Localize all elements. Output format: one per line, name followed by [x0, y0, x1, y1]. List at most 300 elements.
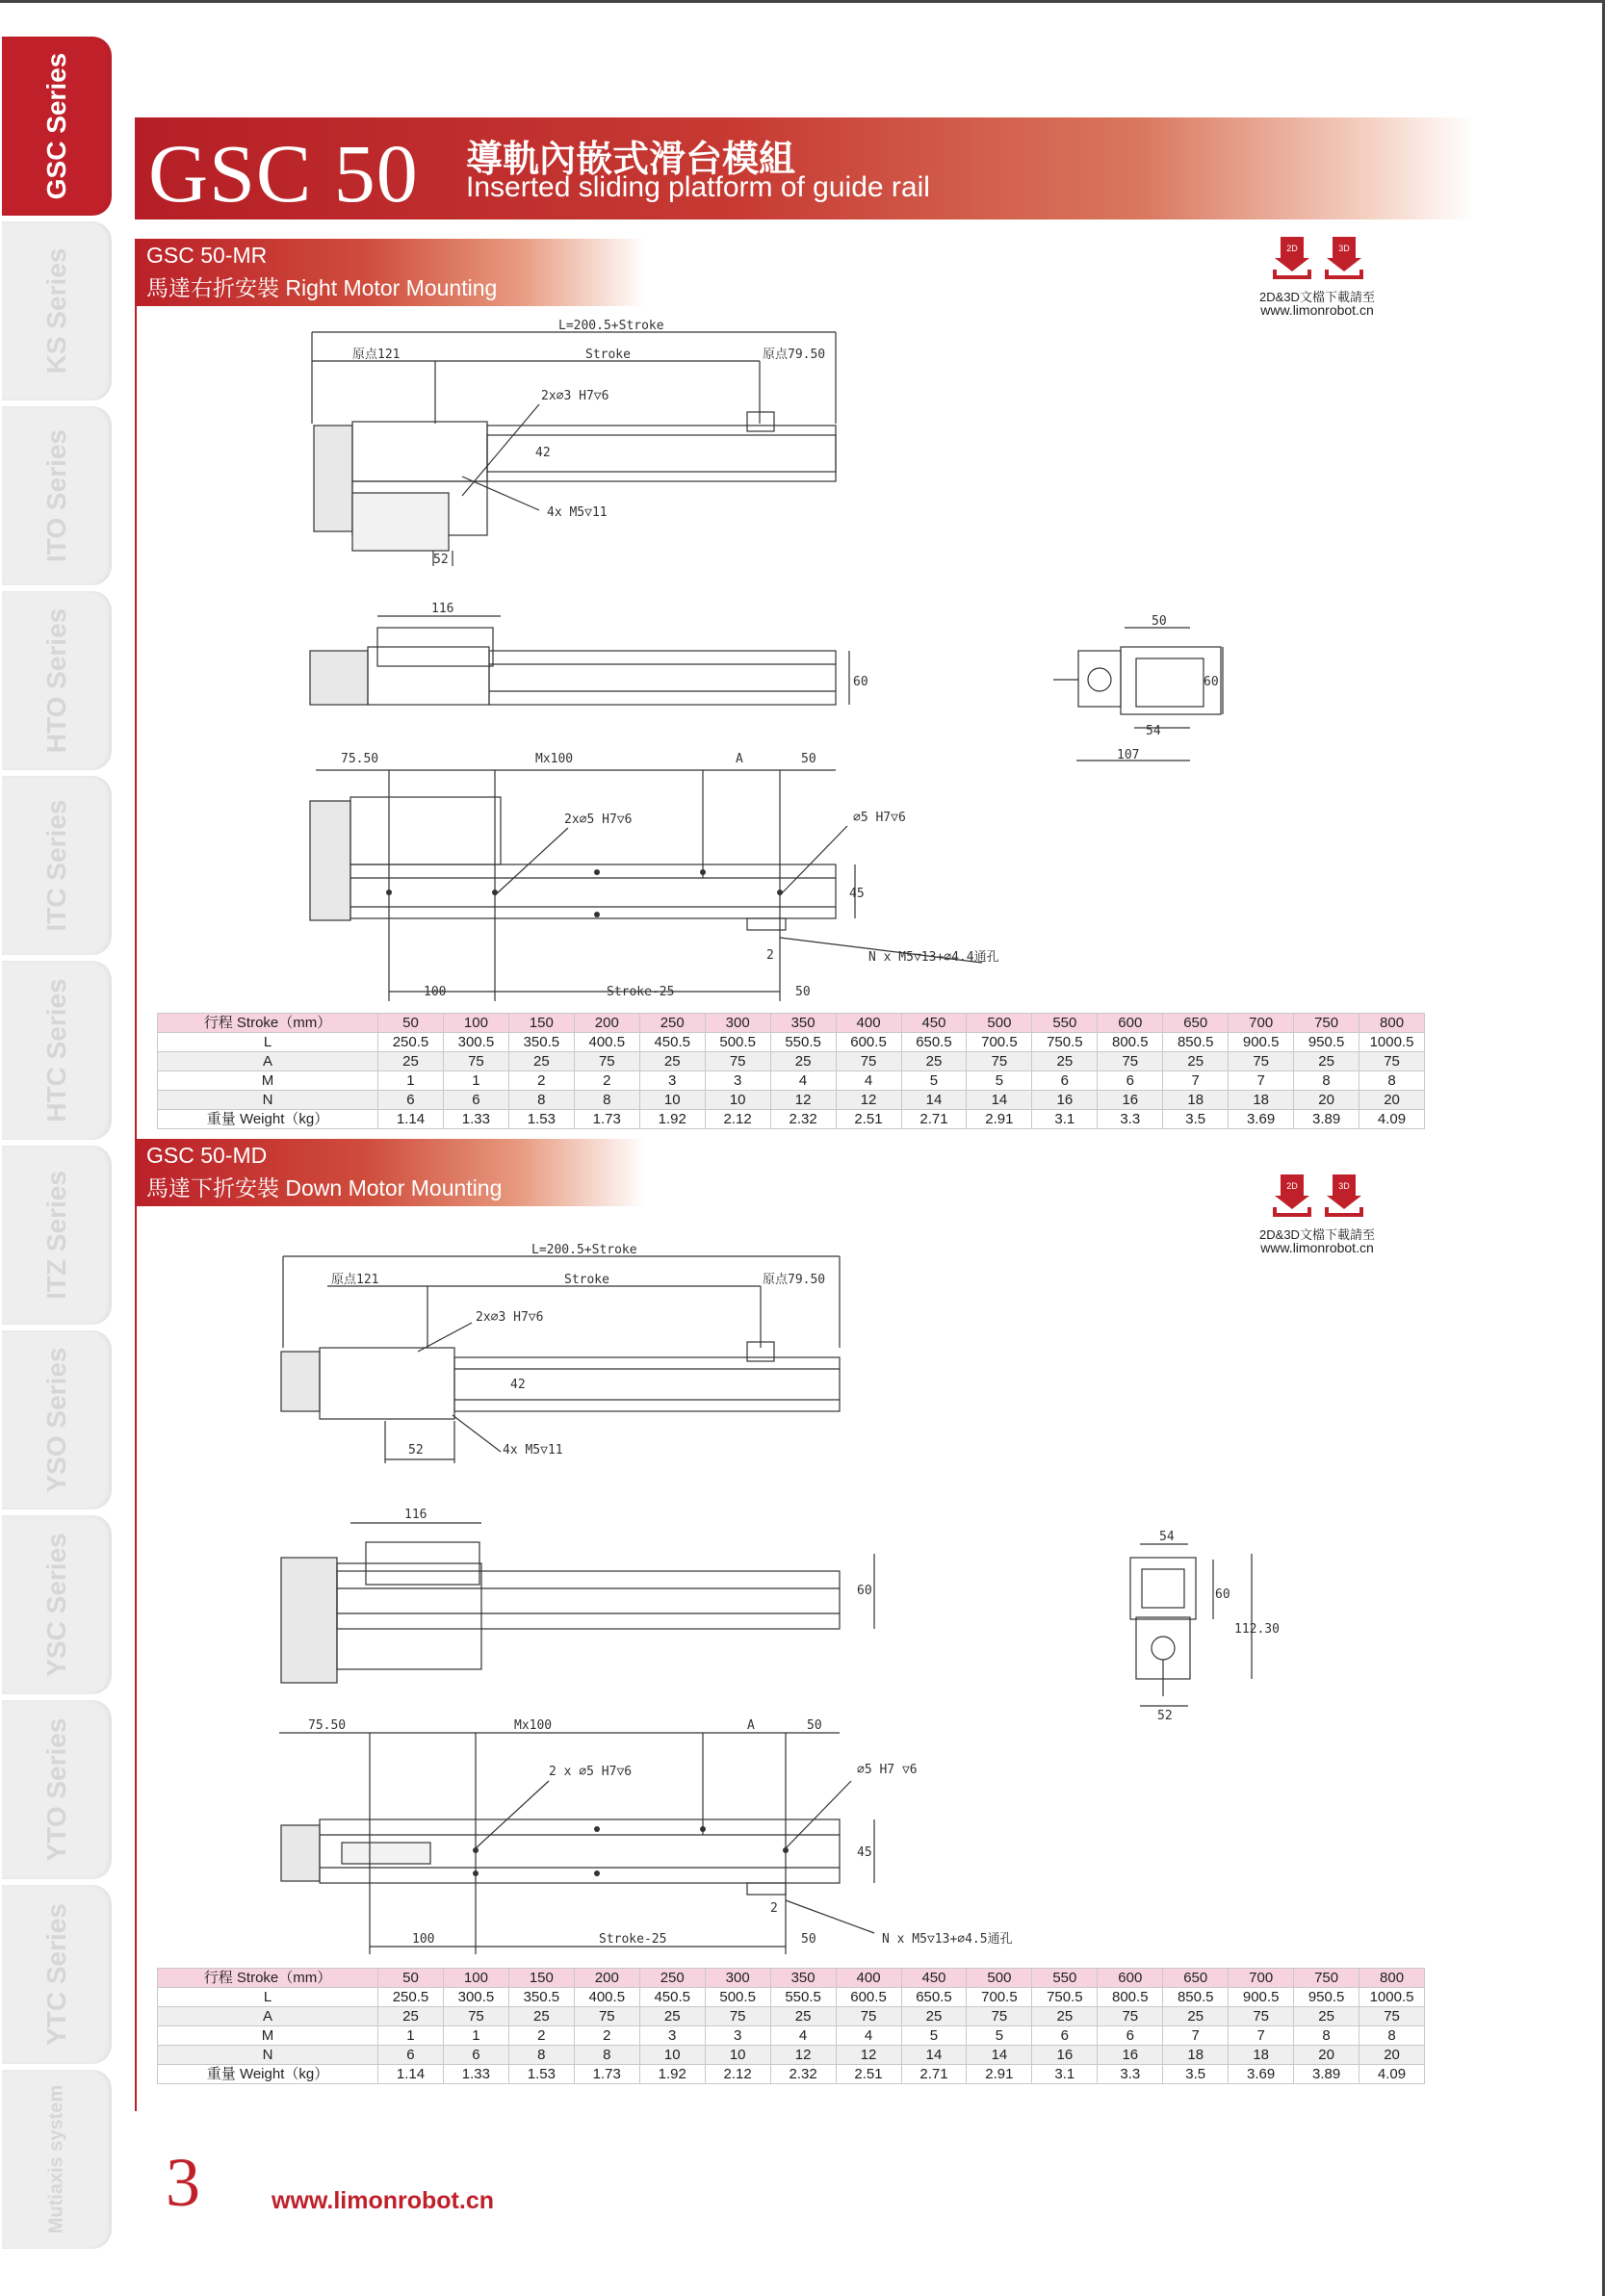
table-cell: 3: [705, 2026, 770, 2046]
table-cell: 750.5: [1032, 1033, 1098, 1052]
section-header-mr: [135, 239, 645, 306]
table-cell: 20: [1294, 1091, 1359, 1110]
table-cell: 25: [639, 2007, 705, 2026]
download-block[interactable]: [1240, 1174, 1394, 1261]
table-cell: 900.5: [1229, 1988, 1294, 2007]
table-cell: 3.3: [1098, 2065, 1163, 2084]
table-cell: 75: [574, 1052, 639, 1071]
table-cell: 4.09: [1359, 2065, 1425, 2084]
table-cell: 6: [1032, 2026, 1098, 2046]
table-cell: 75: [705, 2007, 770, 2026]
table-row-label: M: [158, 1071, 378, 1091]
table-cell: 18: [1163, 2046, 1229, 2065]
dim-length: L=200.5+Stroke: [558, 319, 664, 333]
table-row-label: M: [158, 2026, 378, 2046]
svg-text:3D: 3D: [1338, 244, 1350, 253]
table-row-label: 行程 Stroke（mm）: [158, 1969, 378, 1988]
table-cell: 7: [1229, 1071, 1294, 1091]
table-cell: 12: [836, 2046, 901, 2065]
table-cell: 3.89: [1294, 1110, 1359, 1129]
table-cell: 3.1: [1032, 2065, 1098, 2084]
table-cell: 800.5: [1098, 1033, 1163, 1052]
table-cell: 150: [508, 1014, 574, 1033]
table-cell: 12: [770, 1091, 836, 1110]
dim-52: 52: [408, 1443, 424, 1458]
table-cell: 750: [1294, 1014, 1359, 1033]
table-cell: 350: [770, 1969, 836, 1988]
table-cell: 6: [378, 1091, 444, 1110]
tab-label: ITZ Series: [41, 1171, 71, 1300]
table-cell: 4: [836, 2026, 901, 2046]
table-cell: 3.5: [1163, 1110, 1229, 1129]
tab-label: Mutiaxis system: [45, 2084, 67, 2234]
dim-50-bottom: 50: [807, 1718, 822, 1733]
table-cell: 25: [508, 1052, 574, 1071]
download-url[interactable]: www.limonrobot.cn: [1260, 1240, 1374, 1255]
dim-60: 60: [857, 1584, 872, 1598]
table-cell: 300.5: [443, 1033, 508, 1052]
table-cell: 700: [1229, 1969, 1294, 1988]
table-cell: 2: [508, 2026, 574, 2046]
dim-stroke25: Stroke-25: [607, 985, 675, 999]
dim-107-side: 107: [1117, 748, 1140, 762]
table-row: [158, 1033, 1425, 1052]
table-cell: 1.33: [443, 1110, 508, 1129]
table-cell: 25: [508, 2007, 574, 2026]
table-cell: 4: [836, 1071, 901, 1091]
table-cell: 3.69: [1229, 2065, 1294, 2084]
dim-origin-right: 原点79.50: [763, 348, 826, 362]
table-row: [158, 2007, 1425, 2026]
table-cell: 600.5: [836, 1033, 901, 1052]
table-cell: 18: [1163, 1091, 1229, 1110]
section-title: 馬達右折安裝 Right Motor Mounting: [146, 275, 498, 300]
table-row: [158, 1988, 1425, 2007]
table-cell: 850.5: [1163, 1988, 1229, 2007]
table-cell: 25: [639, 1052, 705, 1071]
spec-table-mr: [157, 1013, 1425, 1129]
table-cell: 600: [1098, 1969, 1163, 1988]
table-cell: 20: [1359, 1091, 1425, 1110]
table-cell: 6: [443, 2046, 508, 2065]
table-cell: 6: [1098, 1071, 1163, 1091]
dim-45: 45: [849, 887, 865, 901]
table-cell: 4.09: [1359, 1110, 1425, 1129]
table-row: [158, 2026, 1425, 2046]
table-cell: 2.32: [770, 1110, 836, 1129]
dim-stroke25: Stroke-25: [599, 1932, 667, 1947]
dim-stroke: Stroke: [585, 348, 631, 362]
table-cell: 75: [1098, 1052, 1163, 1071]
dim-50-foot: 50: [801, 1932, 816, 1947]
dim-pin5-single: ∅5 H7 ▽6: [857, 1763, 918, 1777]
table-row-label: N: [158, 2046, 378, 2065]
table-cell: 3: [639, 1071, 705, 1091]
table-cell: 25: [901, 2007, 967, 2026]
page-number: 3: [166, 2144, 200, 2221]
table-cell: 750.5: [1032, 1988, 1098, 2007]
download-2d-icon[interactable]: [1271, 1174, 1313, 1217]
dim-100: 100: [424, 985, 447, 999]
tab-htc-series[interactable]: [2, 961, 112, 1140]
table-cell: 75: [1229, 1052, 1294, 1071]
dim-54-side: 54: [1146, 724, 1161, 738]
table-cell: 50: [378, 1014, 444, 1033]
dim-42: 42: [535, 446, 551, 460]
dim-116: 116: [404, 1508, 427, 1522]
table-cell: 10: [639, 2046, 705, 2065]
table-cell: 25: [1294, 1052, 1359, 1071]
dim-a: A: [736, 752, 743, 766]
table-cell: 1.33: [443, 2065, 508, 2084]
table-cell: 450.5: [639, 1988, 705, 2007]
table-row-label: 重量 Weight（kg）: [158, 2065, 378, 2084]
table-row: [158, 2065, 1425, 2084]
table-cell: 75: [443, 2007, 508, 2026]
table-cell: 250: [639, 1969, 705, 1988]
table-cell: 25: [1032, 2007, 1098, 2026]
table-cell: 4: [770, 2026, 836, 2046]
table-cell: 20: [1294, 2046, 1359, 2065]
table-cell: 75: [1098, 2007, 1163, 2026]
table-cell: 850.5: [1163, 1033, 1229, 1052]
header-title-en: Inserted sliding platform of guide rail: [466, 171, 930, 203]
table-row: [158, 1110, 1425, 1129]
table-cell: 750: [1294, 1969, 1359, 1988]
table-cell: 650.5: [901, 1033, 967, 1052]
table-cell: 14: [967, 1091, 1032, 1110]
table-cell: 6: [378, 2046, 444, 2065]
dim-a: A: [747, 1718, 755, 1733]
dim-54-side: 54: [1159, 1530, 1175, 1544]
table-cell: 25: [770, 1052, 836, 1071]
download-block[interactable]: [1240, 237, 1394, 323]
dim-pin-hole: 2x∅3 H7▽6: [476, 1310, 544, 1325]
download-3d-icon[interactable]: [1323, 237, 1365, 279]
dim-112-side: 112.30: [1234, 1622, 1280, 1637]
table-cell: 3.89: [1294, 2065, 1359, 2084]
dim-pin5-single: ∅5 H7▽6: [853, 811, 906, 825]
table-cell: 1: [378, 1071, 444, 1091]
download-url[interactable]: www.limonrobot.cn: [1260, 302, 1374, 318]
table-row: [158, 1969, 1425, 1988]
tab-label: KS Series: [41, 247, 71, 374]
table-cell: 7: [1163, 2026, 1229, 2046]
tab-itc-series[interactable]: [2, 776, 112, 955]
table-cell: 400.5: [574, 1033, 639, 1052]
table-cell: 2.32: [770, 2065, 836, 2084]
page-header: [135, 117, 1473, 219]
dim-mx100: Mx100: [535, 752, 574, 766]
table-cell: 500.5: [705, 1033, 770, 1052]
section-title: 馬達下折安裝 Down Motor Mounting: [146, 1175, 503, 1200]
table-cell: 2: [508, 1071, 574, 1091]
table-cell: 3.1: [1032, 1110, 1098, 1129]
table-cell: 800: [1359, 1969, 1425, 1988]
table-cell: 18: [1229, 1091, 1294, 1110]
table-cell: 2.91: [967, 2065, 1032, 2084]
table-cell: 1: [378, 2026, 444, 2046]
dim-52-side: 52: [1157, 1709, 1173, 1723]
table-cell: 75: [443, 1052, 508, 1071]
dim-nx: N x M5▽13+∅4.5通孔: [882, 1932, 1013, 1947]
dim-60-side: 60: [1204, 675, 1219, 689]
table-cell: 10: [639, 1091, 705, 1110]
table-cell: 75: [967, 2007, 1032, 2026]
table-cell: 16: [1098, 1091, 1163, 1110]
dim-pin-hole: 2x∅3 H7▽6: [541, 389, 609, 403]
table-cell: 1: [443, 1071, 508, 1091]
tab-ysc-series[interactable]: [2, 1515, 112, 1694]
table-cell: 800: [1359, 1014, 1425, 1033]
table-cell: 7: [1163, 1071, 1229, 1091]
table-cell: 550: [1032, 1014, 1098, 1033]
table-cell: 200: [574, 1014, 639, 1033]
table-cell: 8: [1359, 2026, 1425, 2046]
table-cell: 650: [1163, 1014, 1229, 1033]
header-title-cn: 導軌內嵌式滑台模組: [466, 140, 796, 180]
dim-tap: 4x M5▽11: [503, 1443, 563, 1458]
table-cell: 400.5: [574, 1988, 639, 2007]
tab-gsc-series[interactable]: [2, 37, 112, 216]
download-label: 2D&3D文檔下載請至: [1259, 290, 1375, 304]
dim-45: 45: [857, 1845, 872, 1860]
tab-ytc-series[interactable]: [2, 1885, 112, 2064]
table-cell: 800.5: [1098, 1988, 1163, 2007]
tab-label: YTO Series: [41, 1717, 71, 1862]
dim-100: 100: [412, 1932, 435, 1947]
table-cell: 7: [1229, 2026, 1294, 2046]
dim-75-50: 75.50: [308, 1718, 347, 1733]
table-cell: 25: [770, 2007, 836, 2026]
tab-label: GSC Series: [41, 52, 71, 200]
table-cell: 950.5: [1294, 1033, 1359, 1052]
table-cell: 6: [443, 1091, 508, 1110]
table-cell: 2.51: [836, 2065, 901, 2084]
svg-text:2D: 2D: [1286, 1181, 1298, 1191]
table-cell: 5: [967, 1071, 1032, 1091]
table-cell: 75: [1359, 1052, 1425, 1071]
model-title: GSC 50: [148, 127, 419, 219]
table-cell: 1.14: [378, 1110, 444, 1129]
table-cell: 950.5: [1294, 1988, 1359, 2007]
table-cell: 500: [967, 1969, 1032, 1988]
table-cell: 25: [901, 1052, 967, 1071]
table-cell: 8: [508, 2046, 574, 2065]
table-cell: 8: [574, 2046, 639, 2065]
tab-yso-series[interactable]: [2, 1330, 112, 1509]
table-cell: 5: [901, 2026, 967, 2046]
download-2d-icon[interactable]: [1271, 237, 1313, 279]
table-cell: 250.5: [378, 1033, 444, 1052]
table-cell: 250.5: [378, 1988, 444, 2007]
table-cell: 900.5: [1229, 1033, 1294, 1052]
table-cell: 12: [836, 1091, 901, 1110]
table-cell: 2.51: [836, 1110, 901, 1129]
table-cell: 1.92: [639, 1110, 705, 1129]
table-cell: 2.12: [705, 1110, 770, 1129]
table-cell: 350: [770, 1014, 836, 1033]
table-cell: 75: [967, 1052, 1032, 1071]
table-cell: 1.53: [508, 2065, 574, 2084]
table-cell: 14: [901, 2046, 967, 2065]
table-row-label: A: [158, 1052, 378, 1071]
dim-50-side: 50: [1152, 614, 1167, 629]
spec-table-md: [157, 1968, 1425, 2084]
table-cell: 450: [901, 1969, 967, 1988]
table-cell: 300: [705, 1969, 770, 1988]
download-3d-icon[interactable]: [1323, 1174, 1365, 1217]
tab-ks-series[interactable]: [2, 221, 112, 400]
table-cell: 100: [443, 1969, 508, 1988]
table-cell: 1.14: [378, 2065, 444, 2084]
table-cell: 1.53: [508, 1110, 574, 1129]
dim-origin-left: 原点121: [331, 1273, 379, 1287]
table-cell: 16: [1098, 2046, 1163, 2065]
dim-pin5: 2 x ∅5 H7▽6: [549, 1765, 633, 1779]
table-cell: 16: [1032, 1091, 1098, 1110]
table-cell: 1000.5: [1359, 1988, 1425, 2007]
dim-nx: N x M5▽13+∅4.4通孔: [868, 950, 999, 965]
tab-label: HTO Series: [41, 607, 71, 754]
table-cell: 75: [1359, 2007, 1425, 2026]
table-row-label: L: [158, 1988, 378, 2007]
table-cell: 1: [443, 2026, 508, 2046]
dim-42: 42: [510, 1378, 526, 1392]
table-cell: 600.5: [836, 1988, 901, 2007]
tab-label: YSO Series: [41, 1347, 71, 1493]
table-cell: 3: [639, 2026, 705, 2046]
section-header-md: [135, 1139, 645, 1206]
tab-ito-series[interactable]: [2, 406, 112, 585]
table-cell: 5: [967, 2026, 1032, 2046]
table-cell: 3: [705, 1071, 770, 1091]
table-cell: 8: [1294, 1071, 1359, 1091]
table-cell: 75: [1229, 2007, 1294, 2026]
table-row: [158, 1071, 1425, 1091]
table-cell: 3.3: [1098, 1110, 1163, 1129]
tab-hto-series[interactable]: [2, 591, 112, 770]
table-cell: 2.71: [901, 1110, 967, 1129]
table-cell: 1.73: [574, 1110, 639, 1129]
table-row: [158, 1014, 1425, 1033]
table-cell: 8: [508, 1091, 574, 1110]
table-cell: 75: [836, 2007, 901, 2026]
tab-itz-series[interactable]: [2, 1146, 112, 1325]
dim-mx100: Mx100: [514, 1718, 553, 1733]
table-cell: 25: [1163, 2007, 1229, 2026]
dim-stroke: Stroke: [564, 1273, 609, 1287]
table-cell: 25: [378, 1052, 444, 1071]
table-row: [158, 1091, 1425, 1110]
table-cell: 350.5: [508, 1988, 574, 2007]
table-cell: 20: [1359, 2046, 1425, 2065]
table-cell: 550.5: [770, 1988, 836, 2007]
table-cell: 8: [1359, 1071, 1425, 1091]
table-cell: 10: [705, 1091, 770, 1110]
table-cell: 250: [639, 1014, 705, 1033]
table-cell: 75: [705, 1052, 770, 1071]
dim-2: 2: [770, 1901, 778, 1916]
svg-text:3D: 3D: [1338, 1181, 1350, 1191]
table-cell: 25: [1294, 2007, 1359, 2026]
tab-mutiaxis-system[interactable]: [2, 2070, 112, 2249]
table-cell: 200: [574, 1969, 639, 1988]
table-cell: 50: [378, 1969, 444, 1988]
table-row-label: 重量 Weight（kg）: [158, 1110, 378, 1129]
table-cell: 14: [967, 2046, 1032, 2065]
footer-url[interactable]: www.limonrobot.cn: [272, 2187, 495, 2214]
dim-60: 60: [853, 675, 868, 689]
table-cell: 25: [378, 2007, 444, 2026]
table-cell: 700.5: [967, 1033, 1032, 1052]
table-cell: 25: [1163, 1052, 1229, 1071]
table-cell: 1.73: [574, 2065, 639, 2084]
tab-label: HTC Series: [41, 978, 71, 1122]
table-cell: 2.91: [967, 1110, 1032, 1129]
section-model: GSC 50-MD: [146, 1143, 268, 1168]
tab-label: ITC Series: [41, 799, 71, 932]
table-row: [158, 1052, 1425, 1071]
table-cell: 350.5: [508, 1033, 574, 1052]
dim-50-foot: 50: [795, 985, 811, 999]
table-cell: 2: [574, 2026, 639, 2046]
table-cell: 2: [574, 1071, 639, 1091]
table-cell: 5: [901, 1071, 967, 1091]
table-cell: 550: [1032, 1969, 1098, 1988]
table-row-label: L: [158, 1033, 378, 1052]
dim-2: 2: [766, 948, 774, 963]
table-cell: 4: [770, 1071, 836, 1091]
table-cell: 100: [443, 1014, 508, 1033]
table-cell: 6: [1032, 1071, 1098, 1091]
table-cell: 400: [836, 1969, 901, 1988]
dim-116: 116: [431, 602, 454, 616]
section-divider-line: [135, 239, 137, 1139]
table-cell: 10: [705, 2046, 770, 2065]
table-cell: 8: [574, 1091, 639, 1110]
dim-origin-left: 原点121: [352, 348, 401, 362]
table-cell: 300: [705, 1014, 770, 1033]
tab-yto-series[interactable]: [2, 1700, 112, 1879]
table-cell: 8: [1294, 2026, 1359, 2046]
table-cell: 150: [508, 1969, 574, 1988]
table-cell: 600: [1098, 1014, 1163, 1033]
table-cell: 16: [1032, 2046, 1098, 2065]
table-cell: 300.5: [443, 1988, 508, 2007]
section-divider-line: [135, 1139, 137, 2111]
table-cell: 2.12: [705, 2065, 770, 2084]
table-cell: 550.5: [770, 1033, 836, 1052]
table-cell: 12: [770, 2046, 836, 2065]
tab-label: YTC Series: [41, 1903, 71, 2046]
dim-pin5: 2x∅5 H7▽6: [564, 813, 633, 827]
table-row-label: N: [158, 1091, 378, 1110]
table-cell: 3.5: [1163, 2065, 1229, 2084]
table-cell: 650.5: [901, 1988, 967, 2007]
dim-origin-right: 原点79.50: [763, 1273, 826, 1287]
table-cell: 650: [1163, 1969, 1229, 1988]
table-cell: 75: [574, 2007, 639, 2026]
tab-label: YSC Series: [41, 1533, 71, 1677]
table-cell: 2.71: [901, 2065, 967, 2084]
dim-52: 52: [433, 553, 449, 567]
page-top-border: [0, 0, 1605, 3]
table-cell: 450: [901, 1014, 967, 1033]
table-cell: 400: [836, 1014, 901, 1033]
table-cell: 500: [967, 1014, 1032, 1033]
table-cell: 700.5: [967, 1988, 1032, 2007]
